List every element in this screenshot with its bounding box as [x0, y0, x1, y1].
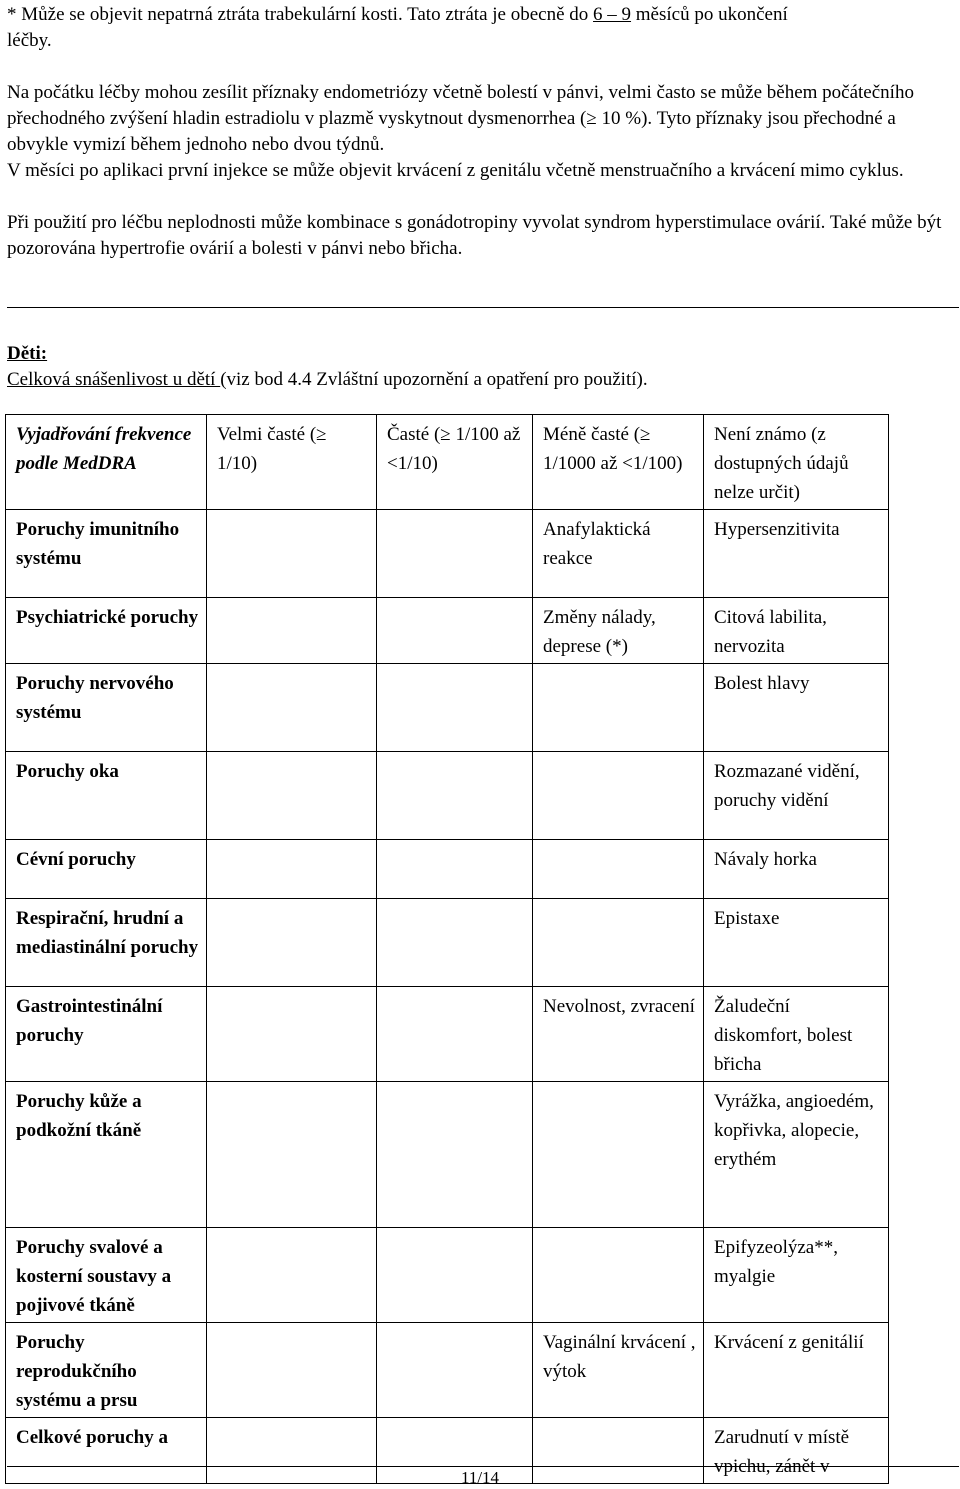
very-common-cell — [207, 1323, 377, 1418]
common-cell — [377, 1323, 533, 1418]
adverse-reactions-table — [5, 414, 889, 1484]
soc-cell: Gastrointestinální poruchy — [6, 987, 207, 1082]
uncommon-cell — [533, 664, 704, 752]
header-not-known: Není známo (z dostupných údajů nelze určit) — [704, 415, 889, 510]
soc-cell: Respirační, hrudní a mediastinální poruchy — [6, 899, 207, 987]
table-row — [6, 1228, 889, 1323]
very-common-cell — [207, 752, 377, 840]
uncommon-cell: Změny nálady, deprese (*) — [533, 598, 704, 664]
children-tolerance-link: Celková snášenlivost u dětí — [7, 369, 221, 390]
uncommon-cell — [533, 752, 704, 840]
soc-cell: Celkové poruchy a — [6, 1418, 207, 1484]
page-number: 11/14 — [460, 1468, 500, 1487]
common-cell — [377, 1228, 533, 1323]
section-divider — [7, 307, 959, 308]
common-cell — [377, 598, 533, 664]
uncommon-cell — [533, 1228, 704, 1323]
header-common: Časté (≥ 1/100 až <1/10) — [377, 415, 533, 510]
uncommon-cell: Nevolnost, zvracení — [533, 987, 704, 1082]
footnote-text-line2: léčby. — [7, 30, 52, 51]
not-known-cell: Zarudnutí v místě vpichu, zánět v — [704, 1418, 889, 1484]
not-known-cell: Vyrážka, angioedém, kopřivka, alopecie, erythém — [704, 1082, 889, 1228]
soc-cell: Cévní poruchy — [6, 840, 207, 899]
soc-cell: Poruchy reprodukčního systému a prsu — [6, 1323, 207, 1418]
table-row — [6, 987, 889, 1082]
soc-cell: Poruchy oka — [6, 752, 207, 840]
soc-cell: Poruchy kůže a podkožní tkáně — [6, 1082, 207, 1228]
common-cell — [377, 840, 533, 899]
uncommon-cell: Vaginální krvácení , výtok — [533, 1323, 704, 1418]
uncommon-cell: Anafylaktická reakce — [533, 510, 704, 598]
table-row — [6, 1082, 889, 1228]
soc-cell: Poruchy imunitního systému — [6, 510, 207, 598]
paragraph-endometriosis: Na počátku léčby mohou zesílit příznaky endometriózy včetně bolestí v pánvi, velmi často se může během počátečního přechodného zvýšení hladin estradiolu v plazmě vyskytnout dysmenorrhea (≥ 10 %). Tyto příznaky jsou přechodné a obvykle vymizí během jednoho nebo dvou týdnů. — [7, 82, 914, 155]
common-cell — [377, 899, 533, 987]
header-frequency-label: Vyjadřování frekvence podle MedDRA — [6, 415, 207, 510]
table-row — [6, 899, 889, 987]
footnote-text: * Může se objevit nepatrná ztráta trabekulární kosti. Tato ztráta je obecně do — [7, 4, 594, 25]
soc-cell: Poruchy svalové a kosterní soustavy a pojivové tkáně — [6, 1228, 207, 1323]
table-header-row — [6, 415, 889, 510]
footnote-text-end: měsíců po ukončení — [631, 4, 788, 25]
soc-cell: Psychiatrické poruchy — [6, 598, 207, 664]
not-known-cell: Citová labilita, nervozita — [704, 598, 889, 664]
common-cell — [377, 752, 533, 840]
table-row — [6, 752, 889, 840]
uncommon-cell — [533, 1418, 704, 1484]
not-known-cell: Návaly horka — [704, 840, 889, 899]
footnote-duration: 6 – 9 — [593, 4, 632, 25]
header-very-common: Velmi časté (≥ 1/10) — [207, 415, 377, 510]
not-known-cell: Bolest hlavy — [704, 664, 889, 752]
uncommon-cell — [533, 1082, 704, 1228]
table-row — [6, 664, 889, 752]
common-cell — [377, 987, 533, 1082]
not-known-cell: Epistaxe — [704, 899, 889, 987]
not-known-cell: Krvácení z genitálií — [704, 1323, 889, 1418]
table-row — [6, 598, 889, 664]
children-tolerance — [7, 367, 955, 393]
footnote-loss-of-bone — [7, 2, 955, 54]
table-row — [6, 510, 889, 598]
table-row — [6, 840, 889, 899]
soc-cell: Poruchy nervového systému — [6, 664, 207, 752]
common-cell — [377, 1082, 533, 1228]
very-common-cell — [207, 510, 377, 598]
very-common-cell — [207, 664, 377, 752]
uncommon-cell — [533, 899, 704, 987]
common-cell — [377, 510, 533, 598]
paragraph-bleeding: V měsíci po aplikaci první injekce se může objevit krvácení z genitálu včetně menstruačního a krvácení mimo cyklus. — [7, 160, 904, 181]
header-uncommon: Méně časté (≥ 1/1000 až <1/100) — [533, 415, 704, 510]
not-known-cell: Hypersenzitivita — [704, 510, 889, 598]
table-row — [6, 1323, 889, 1418]
paragraph-infertility: Při použití pro léčbu neplodnosti může kombinace s gonádotropiny vyvolat syndrom hyperstimulace ovárií. Také může být pozorována hypertrofie ovárií a bolesti v pánvi nebo břicha. — [7, 212, 942, 259]
not-known-cell: Epifyzeolýza**, myalgie — [704, 1228, 889, 1323]
children-heading: Děti: — [7, 343, 48, 364]
very-common-cell — [207, 987, 377, 1082]
very-common-cell — [207, 899, 377, 987]
very-common-cell — [207, 598, 377, 664]
very-common-cell — [207, 1228, 377, 1323]
common-cell — [377, 664, 533, 752]
not-known-cell: Rozmazané vidění, poruchy vidění — [704, 752, 889, 840]
very-common-cell — [207, 840, 377, 899]
children-tolerance-ref: (viz bod 4.4 Zvláštní upozornění a opatření pro použití). — [220, 369, 648, 390]
uncommon-cell — [533, 840, 704, 899]
very-common-cell — [207, 1418, 377, 1484]
very-common-cell — [207, 1082, 377, 1228]
not-known-cell: Žaludeční diskomfort, bolest břicha — [704, 987, 889, 1082]
